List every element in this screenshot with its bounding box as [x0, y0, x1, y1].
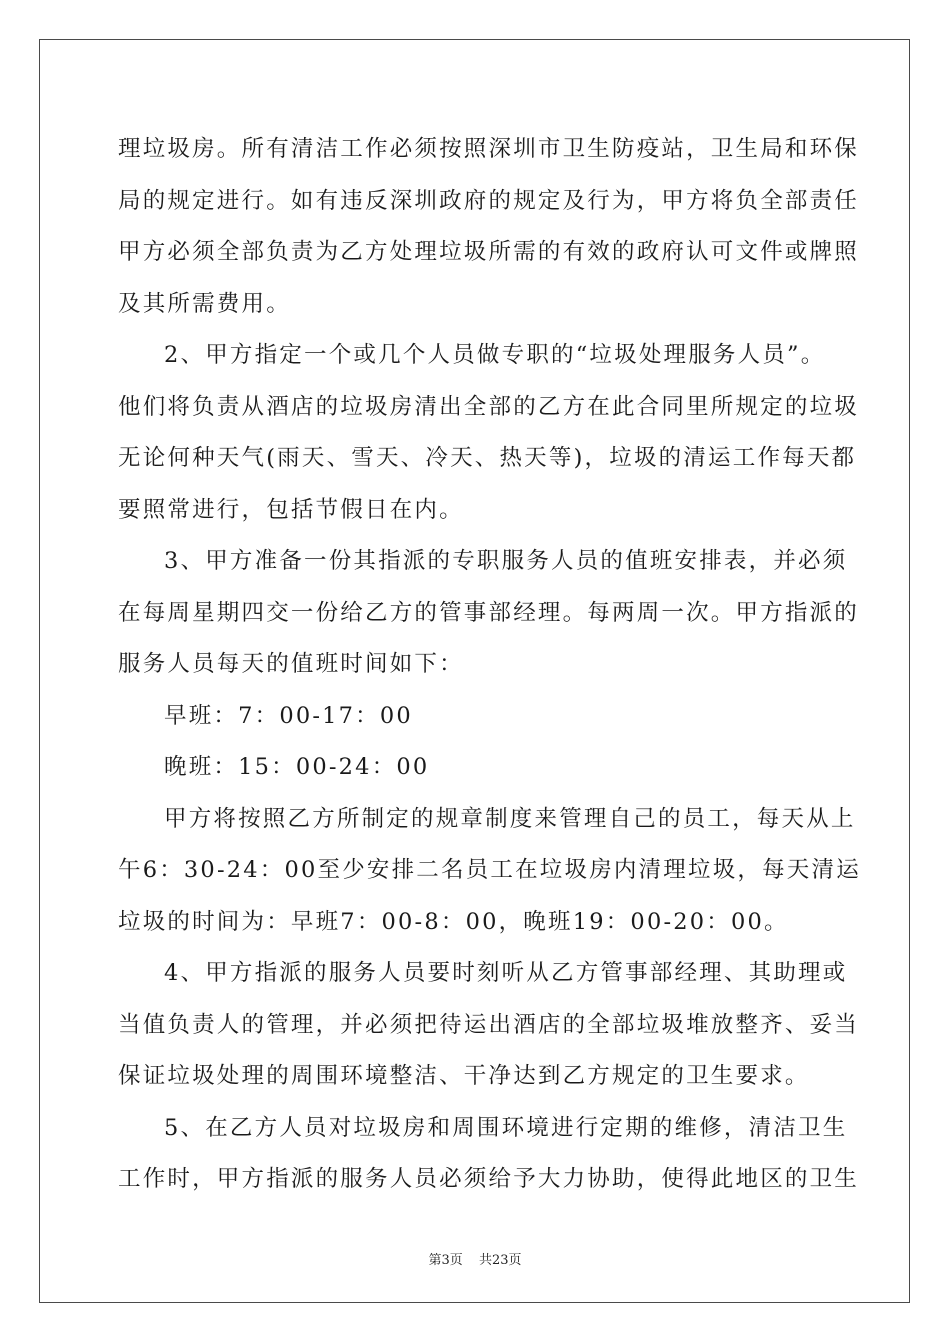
text-line: 甲方必须全部负责为乙方处理垃圾所需的有效的政府认可文件或牌照 — [118, 239, 860, 265]
text-line: 当值负责人的管理，并必须把待运出酒店的全部垃圾堆放整齐、妥当 — [118, 1011, 860, 1038]
text-line: 局的规定进行。如有违反深圳政府的规定及行为，甲方将负全部责任 — [118, 187, 860, 214]
text-line: 无论何种天气(雨天、雪天、冷天、热天等)，垃圾的清运工作每天都 — [118, 445, 857, 471]
text-line: 早班：7：00-17：00 — [164, 702, 413, 729]
text-line: 在每周星期四交一份给乙方的管事部经理。每两周一次。甲方指派的 — [118, 599, 860, 626]
text-line: 5、在乙方人员对垃圾房和周围环境进行定期的维修，清洁卫生 — [164, 1114, 848, 1141]
text-line: 理垃圾房。所有清洁工作必须按照深圳市卫生防疫站，卫生局和环保 — [118, 136, 860, 162]
text-line: 午6：30-24：00至少安排二名员工在垃圾房内清理垃圾，每天清运 — [118, 857, 861, 883]
text-line: 服务人员每天的值班时间如下： — [118, 651, 464, 677]
page-total: 共23页 — [478, 1253, 522, 1268]
text-line: 及其所需费用。 — [118, 290, 291, 317]
document-body — [118, 124, 861, 1206]
page-footer — [0, 1249, 950, 1268]
text-line: 3、甲方准备一份其指派的专职服务人员的值班安排表，并必须 — [164, 548, 848, 574]
text-line: 晚班：15：00-24：00 — [164, 754, 430, 780]
text-line: 垃圾的时间为：早班7：00-8：00，晚班19：00-20：00。 — [118, 908, 789, 935]
text-line: 4、甲方指派的服务人员要时刻听从乙方管事部经理、其助理或 — [164, 960, 848, 986]
text-line: 他们将负责从酒店的垃圾房清出全部的乙方在此合同里所规定的垃圾 — [118, 393, 860, 420]
text-line: 2、甲方指定一个或几个人员做专职的“垃圾处理服务人员”。 — [164, 342, 826, 368]
text-line: 保证垃圾处理的周围环境整洁、干净达到乙方规定的卫生要求。 — [118, 1063, 810, 1089]
page-number: 第3页 — [428, 1253, 463, 1268]
text-line: 甲方将按照乙方所制定的规章制度来管理自己的员工，每天从上 — [164, 805, 856, 832]
text-line: 要照常进行，包括节假日在内。 — [118, 496, 464, 523]
text-line: 工作时，甲方指派的服务人员必须给予大力协助，使得此地区的卫生 — [118, 1166, 860, 1192]
